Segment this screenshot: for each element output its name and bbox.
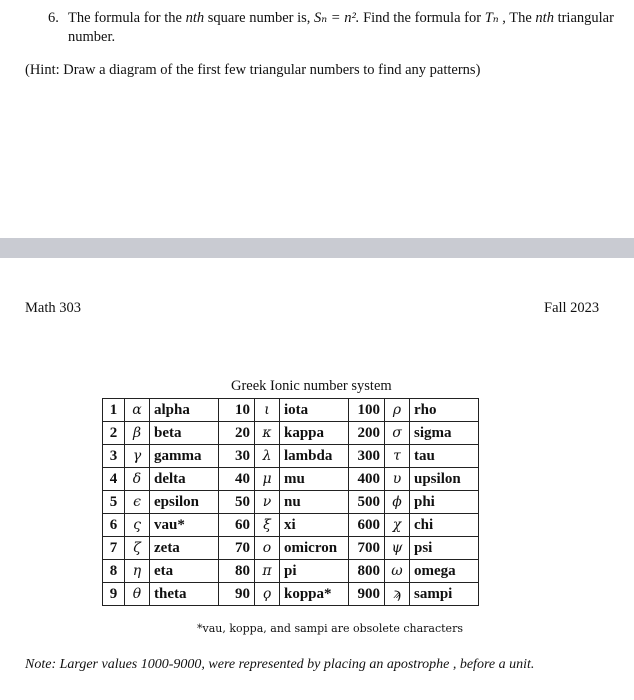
symbol-cell: ζ xyxy=(125,537,150,560)
symbol-cell: ρ xyxy=(385,399,410,422)
value-cell: 5 xyxy=(103,491,125,514)
symbol-cell: ψ xyxy=(385,537,410,560)
value-cell: 200 xyxy=(349,422,385,445)
question-comma: , The xyxy=(498,10,536,26)
nth-term-2: nth xyxy=(535,10,554,26)
name-cell: vau* xyxy=(150,514,219,537)
name-cell: zeta xyxy=(150,537,219,560)
symbol-cell: ϡ xyxy=(385,583,410,606)
value-cell: 400 xyxy=(349,468,385,491)
name-cell: tau xyxy=(410,445,479,468)
name-cell: upsilon xyxy=(410,468,479,491)
triangular-symbol: Tₙ xyxy=(484,10,499,26)
value-cell: 600 xyxy=(349,514,385,537)
symbol-cell: γ xyxy=(125,445,150,468)
value-cell: 7 xyxy=(103,537,125,560)
symbol-cell: ο xyxy=(255,537,280,560)
question-find: Find the formula for xyxy=(359,10,485,26)
symbol-cell: ω xyxy=(385,560,410,583)
question-mid: square number is, xyxy=(204,10,315,26)
name-cell: omicron xyxy=(280,537,349,560)
value-cell: 9 xyxy=(103,583,125,606)
table-row xyxy=(103,560,479,583)
name-cell: xi xyxy=(280,514,349,537)
symbol-cell: κ xyxy=(255,422,280,445)
name-cell: psi xyxy=(410,537,479,560)
symbol-cell: τ xyxy=(385,445,410,468)
value-cell: 70 xyxy=(219,537,255,560)
name-cell: omega xyxy=(410,560,479,583)
note-text: Note: Larger values 1000-9000, were represented by placing an apostrophe , before a unit. xyxy=(25,657,535,672)
name-cell: lambda xyxy=(280,445,349,468)
table-row xyxy=(103,491,479,514)
symbol-cell: η xyxy=(125,560,150,583)
table-title: Greek Ionic number system xyxy=(231,378,392,394)
table-row xyxy=(103,445,479,468)
symbol-cell: ϵ xyxy=(125,491,150,514)
value-cell: 10 xyxy=(219,399,255,422)
symbol-cell: β xyxy=(125,422,150,445)
value-cell: 40 xyxy=(219,468,255,491)
question-number: 6. xyxy=(48,10,59,26)
value-cell: 30 xyxy=(219,445,255,468)
value-cell: 90 xyxy=(219,583,255,606)
question-text xyxy=(68,9,618,47)
symbol-cell: ϙ xyxy=(255,583,280,606)
value-cell: 2 xyxy=(103,422,125,445)
table-row xyxy=(103,422,479,445)
name-cell: sigma xyxy=(410,422,479,445)
symbol-cell: χ xyxy=(385,514,410,537)
table-row xyxy=(103,399,479,422)
value-cell: 1 xyxy=(103,399,125,422)
name-cell: pi xyxy=(280,560,349,583)
value-cell: 8 xyxy=(103,560,125,583)
value-cell: 60 xyxy=(219,514,255,537)
value-cell: 500 xyxy=(349,491,385,514)
name-cell: nu xyxy=(280,491,349,514)
question-tail: triangular number. xyxy=(68,10,614,45)
symbol-cell: μ xyxy=(255,468,280,491)
symbol-cell: ι xyxy=(255,399,280,422)
name-cell: mu xyxy=(280,468,349,491)
value-cell: 4 xyxy=(103,468,125,491)
value-cell: 700 xyxy=(349,537,385,560)
name-cell: chi xyxy=(410,514,479,537)
name-cell: phi xyxy=(410,491,479,514)
name-cell: beta xyxy=(150,422,219,445)
value-cell: 20 xyxy=(219,422,255,445)
greek-numeral-table xyxy=(102,398,479,606)
nth-term: nth xyxy=(185,10,205,26)
name-cell: sampi xyxy=(410,583,479,606)
name-cell: rho xyxy=(410,399,479,422)
name-cell: alpha xyxy=(150,399,219,422)
name-cell: gamma xyxy=(150,445,219,468)
symbol-cell: ϕ xyxy=(385,491,410,514)
table-row xyxy=(103,583,479,606)
square-formula: Sₙ = n². xyxy=(314,10,360,26)
value-cell: 300 xyxy=(349,445,385,468)
symbol-cell: σ xyxy=(385,422,410,445)
table-row xyxy=(103,468,479,491)
table-footnote: *vau, koppa, and sampi are obsolete characters xyxy=(197,622,463,635)
name-cell: eta xyxy=(150,560,219,583)
value-cell: 50 xyxy=(219,491,255,514)
value-cell: 80 xyxy=(219,560,255,583)
symbol-cell: υ xyxy=(385,468,410,491)
symbol-cell: θ xyxy=(125,583,150,606)
value-cell: 900 xyxy=(349,583,385,606)
name-cell: iota xyxy=(280,399,349,422)
value-cell: 3 xyxy=(103,445,125,468)
symbol-cell: π xyxy=(255,560,280,583)
name-cell: koppa* xyxy=(280,583,349,606)
question-lead: The formula for the xyxy=(68,10,186,26)
symbol-cell: ς xyxy=(125,514,150,537)
course-label: Math 303 xyxy=(25,300,81,316)
name-cell: kappa xyxy=(280,422,349,445)
symbol-cell: ν xyxy=(255,491,280,514)
symbol-cell: λ xyxy=(255,445,280,468)
term-label: Fall 2023 xyxy=(544,300,600,316)
symbol-cell: δ xyxy=(125,468,150,491)
symbol-cell: ξ xyxy=(255,514,280,537)
page-divider xyxy=(0,238,634,258)
table-row xyxy=(103,537,479,560)
hint-text: (Hint: Draw a diagram of the first few triangular numbers to find any patterns) xyxy=(25,62,481,78)
name-cell: delta xyxy=(150,468,219,491)
symbol-cell: α xyxy=(125,399,150,422)
value-cell: 6 xyxy=(103,514,125,537)
name-cell: theta xyxy=(150,583,219,606)
value-cell: 800 xyxy=(349,560,385,583)
value-cell: 100 xyxy=(349,399,385,422)
table-row xyxy=(103,514,479,537)
name-cell: epsilon xyxy=(150,491,219,514)
